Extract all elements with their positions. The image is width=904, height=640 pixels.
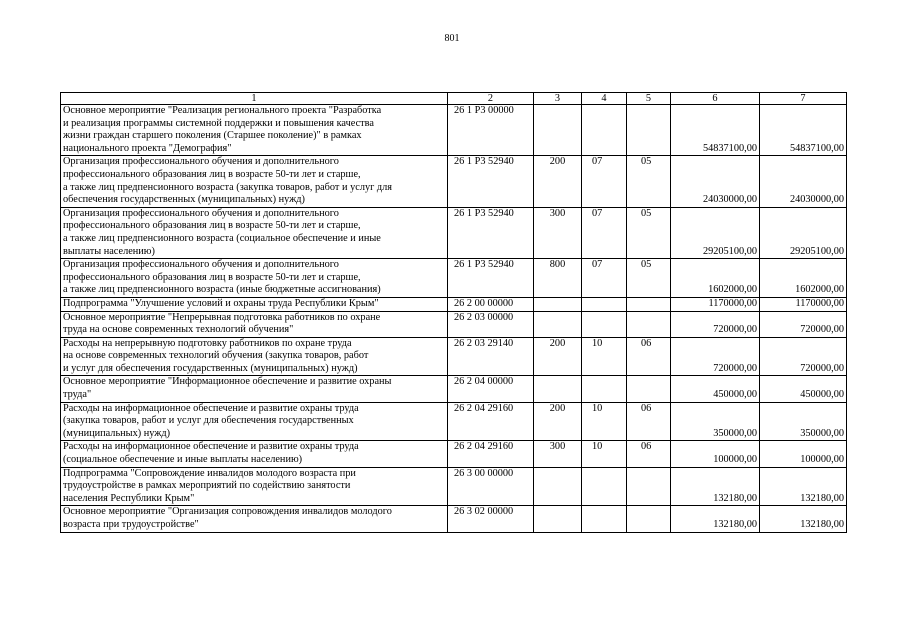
cell-value2: 720000,00 [760,337,847,376]
table-row [61,337,847,376]
cell-subsection [627,105,671,156]
cell-name-line: Подпрограмма "Сопровождение инвалидов молодого возраста при [63,467,356,479]
cell-code: 26 2 03 29140 [448,337,534,376]
cell-subsection [627,506,671,532]
cell-group: 800 [534,259,582,298]
cell-section: 10 [582,337,627,376]
header-cell-code: 2 [448,93,534,105]
cell-value2: 100000,00 [760,441,847,467]
cell-value1: 54837100,00 [671,105,760,156]
cell-code: 26 3 02 00000 [448,506,534,532]
cell-value2: 1170000,00 [760,297,847,311]
cell-name [61,337,448,376]
cell-value1: 24030000,00 [671,156,760,207]
cell-code: 26 2 03 00000 [448,311,534,337]
cell-value1: 720000,00 [671,337,760,376]
header-cell-value2: 7 [760,93,847,105]
cell-name-line: Расходы на непрерывную подготовку работников по охране труда [63,337,352,349]
cell-name [61,311,448,337]
page-number: 801 [444,33,460,44]
cell-subsection [627,297,671,311]
cell-group: 300 [534,207,582,258]
cell-group: 200 [534,156,582,207]
cell-section: 10 [582,402,627,441]
cell-value2: 132180,00 [760,506,847,532]
cell-section [582,506,627,532]
cell-name [61,105,448,156]
cell-group [534,506,582,532]
table-row [61,156,847,207]
budget-table [60,92,847,533]
cell-name [61,156,448,207]
cell-value1: 132180,00 [671,467,760,506]
cell-name-line: (социальное обеспечение и иные выплаты населению) [63,454,303,466]
header-cell-subsection: 5 [627,93,671,105]
cell-name-line: Расходы на информационное обеспечение и развитие охраны труда [63,402,359,414]
cell-section [582,105,627,156]
cell-value1: 1170000,00 [671,297,760,311]
cell-value1: 350000,00 [671,402,760,441]
cell-name-line: профессионального образования лиц в возрасте 50-ти лет и старше, [63,168,361,180]
cell-value2: 450000,00 [760,376,847,402]
cell-section [582,376,627,402]
cell-name [61,259,448,298]
cell-group [534,467,582,506]
cell-name [61,441,448,467]
cell-name-line: а также лиц предпенсионного возраста (иные бюджетные ассигнования) [63,284,381,296]
cell-value2: 720000,00 [760,311,847,337]
cell-name [61,376,448,402]
cell-code: 26 2 04 00000 [448,376,534,402]
cell-value1: 100000,00 [671,441,760,467]
cell-name-line: Организация профессионального обучения и дополнительного [63,259,339,271]
cell-name-line: (муниципальных) нужд) [63,427,171,439]
cell-section: 07 [582,207,627,258]
cell-name-line: на основе современных технологий обучения (закупка товаров, работ [63,350,369,362]
cell-value2: 29205100,00 [760,207,847,258]
cell-name-line: профессионального образования лиц в возрасте 50-ти лет и старше, [63,220,361,232]
cell-value1: 132180,00 [671,506,760,532]
cell-group [534,297,582,311]
cell-value1: 450000,00 [671,376,760,402]
cell-group: 200 [534,337,582,376]
table-row [61,376,847,402]
cell-value2: 54837100,00 [760,105,847,156]
cell-name-line: труда" [63,389,92,401]
cell-subsection: 05 [627,156,671,207]
header-cell-name: 1 [61,93,448,105]
cell-group: 300 [534,441,582,467]
cell-section [582,311,627,337]
cell-name [61,207,448,258]
cell-section [582,467,627,506]
cell-subsection: 05 [627,207,671,258]
cell-name-line: и услуг для обеспечения государственных (муниципальных) нужд) [63,362,358,374]
cell-name-line: населения Республики Крым" [63,492,195,504]
cell-group [534,376,582,402]
cell-name-line: жизни граждан старшего поколения (Старшее поколение)" в рамках [63,130,362,142]
cell-code: 26 1 Р3 52940 [448,259,534,298]
cell-name-line: Расходы на информационное обеспечение и развитие охраны труда [63,441,359,453]
cell-name [61,297,448,311]
cell-group: 200 [534,402,582,441]
cell-code: 26 2 00 00000 [448,297,534,311]
cell-name [61,402,448,441]
cell-value2: 350000,00 [760,402,847,441]
cell-name-line: выплаты населению) [63,245,155,257]
cell-section: 07 [582,156,627,207]
cell-code: 26 1 Р3 00000 [448,105,534,156]
cell-name-line: труда на основе современных технологий обучения" [63,324,294,336]
cell-name-line: (закупка товаров, работ и услуг для обеспечения государственных [63,415,354,427]
cell-name-line: Основное мероприятие "Организация сопровождения инвалидов молодого [63,506,392,518]
cell-subsection [627,376,671,402]
cell-value1: 29205100,00 [671,207,760,258]
cell-subsection: 06 [627,441,671,467]
cell-section: 07 [582,259,627,298]
table-row [61,441,847,467]
table-header-row [61,93,847,105]
cell-name-line: Основное мероприятие "Непрерывная подготовка работников по охране [63,311,381,323]
cell-group [534,105,582,156]
cell-name-line: и реализация программы системной поддержки и повышения качества [63,117,374,129]
cell-value2: 1602000,00 [760,259,847,298]
cell-value2: 132180,00 [760,467,847,506]
cell-name-line: профессионального образования лиц в возрасте 50-ти лет и старше, [63,271,361,283]
cell-subsection: 06 [627,337,671,376]
cell-subsection: 05 [627,259,671,298]
table-row [61,311,847,337]
cell-subsection [627,311,671,337]
cell-name-line: а также лиц предпенсионного возраста (закупка товаров, работ и услуг для [63,181,393,193]
table-row [61,467,847,506]
cell-value2: 24030000,00 [760,156,847,207]
header-cell-value1: 6 [671,93,760,105]
table-row [61,506,847,532]
cell-name-line: Подпрограмма "Улучшение условий и охраны труда Республики Крым" [63,297,379,309]
cell-name-line: национального проекта "Демография" [63,142,232,154]
cell-code: 26 3 00 00000 [448,467,534,506]
header-cell-section: 4 [582,93,627,105]
cell-subsection [627,467,671,506]
cell-name-line: Организация профессионального обучения и дополнительного [63,207,339,219]
cell-section: 10 [582,441,627,467]
cell-code: 26 1 Р3 52940 [448,207,534,258]
cell-code: 26 2 04 29160 [448,402,534,441]
cell-value1: 1602000,00 [671,259,760,298]
table-row [61,402,847,441]
table-row [61,207,847,258]
table-row [61,105,847,156]
header-cell-group: 3 [534,93,582,105]
table-row [61,259,847,298]
cell-name [61,506,448,532]
cell-group [534,311,582,337]
cell-name-line: возраста при трудоустройстве" [63,519,199,530]
cell-name-line: Организация профессионального обучения и дополнительного [63,156,339,168]
cell-code: 26 2 04 29160 [448,441,534,467]
cell-name-line: Основное мероприятие "Информационное обеспечение и развитие охраны [63,376,392,388]
cell-name-line: Основное мероприятие "Реализация регионального проекта "Разработка [63,105,382,116]
cell-subsection: 06 [627,402,671,441]
table-row [61,297,847,311]
cell-code: 26 1 Р3 52940 [448,156,534,207]
cell-name-line: трудоустройстве в рамках мероприятий по содействию занятости [63,480,351,492]
cell-value1: 720000,00 [671,311,760,337]
cell-name-line: а также лиц предпенсионного возраста (социальное обеспечение и иные [63,232,381,244]
cell-name-line: обеспечения государственных (муниципальных) нужд) [63,194,305,206]
cell-name [61,467,448,506]
cell-section [582,297,627,311]
